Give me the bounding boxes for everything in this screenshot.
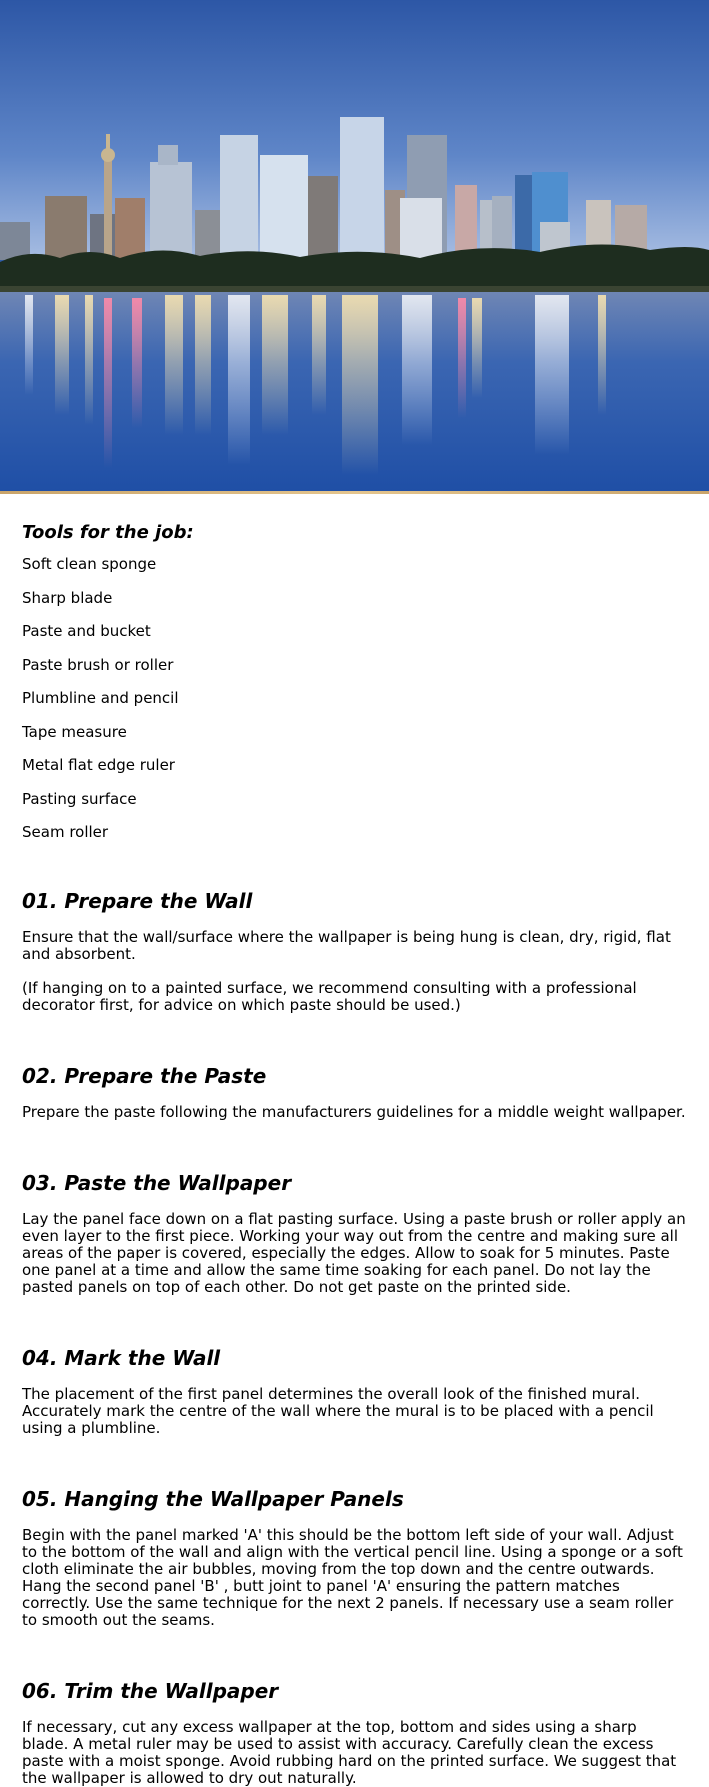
list-item: Metal flat edge ruler bbox=[22, 756, 175, 774]
step-title: 05. Hanging the Wallpaper Panels bbox=[22, 1487, 404, 1511]
step-hanging-panels bbox=[22, 1487, 687, 1629]
step-paste-wallpaper bbox=[22, 1171, 687, 1296]
step-prepare-paste bbox=[22, 1064, 687, 1121]
step-title: 01. Prepare the Wall bbox=[22, 889, 253, 913]
step-paragraph: (If hanging on to a painted surface, we recommend consulting with a professional decorator first, for advice on which paste should be used.) bbox=[22, 979, 637, 1014]
list-item: Paste brush or roller bbox=[22, 655, 174, 674]
step-paragraph: The placement of the first panel determines the overall look of the finished mural. Accurately mark the centre of the wall where the mural is to be placed with a pencil using a plumbline. bbox=[22, 1385, 654, 1437]
step-prepare-wall bbox=[22, 889, 687, 1014]
list-item: Sharp blade bbox=[22, 588, 113, 607]
step-title: 04. Mark the Wall bbox=[22, 1346, 221, 1370]
step-paragraph: Begin with the panel marked 'A' this should be the bottom left side of your wall. Adjust to the bottom of the wall and align with the vertical pencil line. Using a sponge or a soft cloth eliminate the air bubbles, moving from the top down and the centre outwards. Hang the second panel 'B' , butt joint to panel 'A' ensuring the pattern matches correctly. Use the same technique for the next 2 panels. If necessary use a seam roller to smooth out the seams. bbox=[22, 1526, 683, 1629]
list-item: Tape measure bbox=[22, 722, 127, 741]
step-mark-wall bbox=[22, 1346, 687, 1437]
step-trim-wallpaper bbox=[22, 1679, 687, 1787]
step-paragraph: If necessary, cut any excess wallpaper at the top, bottom and sides using a sharp blade. A metal ruler may be used to assist with accuracy. Carefully clean the excess paste with a moist sponge. Avoid rubbing hard on the printed surface. We suggest that the wallpaper is allowed to dry out naturally. bbox=[22, 1718, 677, 1787]
step-title: 06. Trim the Wallpaper bbox=[22, 1679, 279, 1703]
list-item: Soft clean sponge bbox=[22, 555, 157, 573]
city-skyline-illustration bbox=[0, 0, 709, 491]
step-paragraph: Prepare the paste following the manufacturers guidelines for a middle weight wallpaper. bbox=[22, 1103, 686, 1121]
page-content bbox=[0, 494, 709, 1787]
list-item: Seam roller bbox=[22, 823, 109, 841]
list-item: Plumbline and pencil bbox=[22, 689, 179, 707]
tools-heading: Tools for the job: bbox=[22, 522, 194, 543]
tools-list bbox=[22, 555, 687, 841]
list-item: Pasting surface bbox=[22, 789, 137, 808]
step-title: 03. Paste the Wallpaper bbox=[22, 1171, 292, 1195]
step-paragraph: Lay the panel face down on a flat pasting surface. Using a paste brush or roller apply an even layer to the first piece. Working your way out from the centre and making sure all areas of the paper is covered, especially the edges. Allow to soak for 5 minutes. Paste one panel at a time and allow the same time soaking for each panel. Do not lay the pasted panels on top of each other. Do not get paste on the printed side. bbox=[22, 1210, 686, 1296]
step-title: 02. Prepare the Paste bbox=[22, 1064, 267, 1088]
list-item: Paste and bucket bbox=[22, 622, 151, 640]
hero-image bbox=[0, 0, 709, 491]
step-paragraph: Ensure that the wall/surface where the wallpaper is being hung is clean, dry, rigid, flat and absorbent. bbox=[22, 928, 671, 963]
